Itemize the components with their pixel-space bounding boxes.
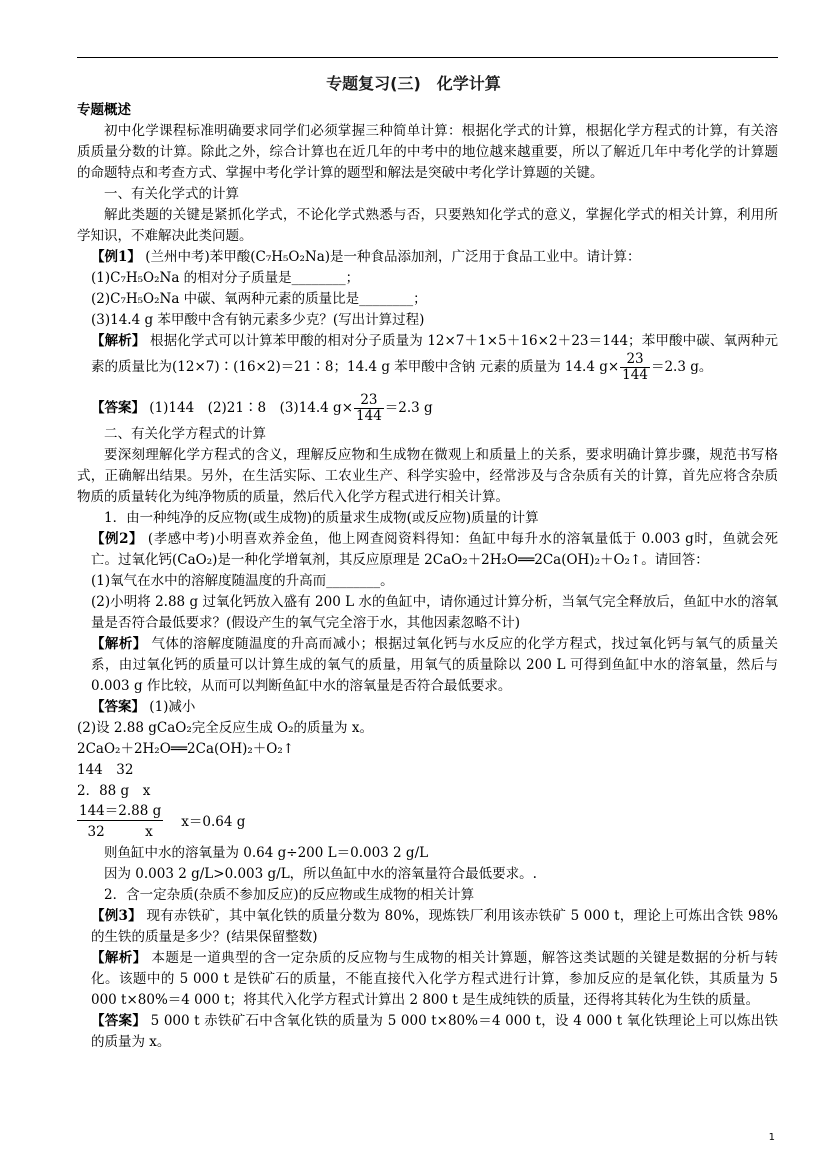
example-2-text: (孝感中考)小明喜欢养金鱼，他上网查阅资料得知：鱼缸中每升水的溶氧量低于 0.003 g时，鱼就会死亡。过氧化钙(CaO₂)是一种化学增氧剂，其反应原理是 2CaO₂＋2H₂O══2Ca(OH)₂＋O₂↑。请回答：: [91, 531, 779, 568]
proportion-top: 144＝2.88 g: [79, 803, 162, 819]
example-2: [77, 529, 778, 571]
section-2-intro: 要深刻理解化学方程式的含义，理解反应物和生成物在微观上和质量上的关系，要求明确计算步骤，规范书写格式，正确解出结果。另外，在生活实际、工农业生产、科学实验中，经常涉及与含杂质有关的计算，首先应将含杂质物质的质量转化为纯净物质的质量，然后代入化学方程式进行相关计算。: [77, 447, 778, 505]
answer-text: (1)144 (2)21∶8 (3)14.4 g×: [149, 400, 354, 416]
result-line-2: 因为 0.003 2 g/L>0.003 g/L，所以鱼缸中水的溶氧量符合最低要求。.: [104, 866, 537, 882]
proportion-row: [77, 802, 778, 843]
example-2-answer: [77, 697, 778, 718]
answer-text: (1)减小: [149, 699, 196, 715]
proportion-bottom: 32 x: [87, 824, 153, 840]
section-2-sub-1: 1．由一种纯净的反应物(或生成物)的质量求生成物(或反应物)质量的计算: [104, 510, 539, 526]
page-title: 专题复习(三) 化学计算: [326, 74, 501, 93]
example-3-label: 【例3】: [91, 908, 142, 924]
fraction-numerator: 23: [620, 352, 650, 368]
overview-heading: 专题概述: [77, 102, 131, 118]
section-2-sub-2: 2．含一定杂质(杂质不参加反应)的反应物或生成物的相关计算: [104, 887, 475, 903]
analysis-text: 根据化学式可以计算苯甲酸的相对分子质量为 12×7＋1×5＋16×2＋23＝144；苯甲酸中碳、氧两种元素的质量比为(12×7)∶(16×2)＝21∶8；14.4 g 苯甲酸中含钠 元素的质量为 14.4 g×: [91, 333, 778, 375]
analysis-label: 【解析】: [91, 636, 147, 652]
fraction: [620, 352, 650, 383]
example-2-q1: (1)氧气在水中的溶解度随温度的升高而________。: [91, 573, 394, 589]
answer-label: 【答案】: [91, 400, 145, 416]
example-1-text: (兰州中考)苯甲酸(C₇H₅O₂Na)是一种食品添加剂，广泛用于食品工业中。请计算：: [145, 249, 641, 265]
answer-label: 【答案】: [91, 699, 145, 715]
example-3-answer: [77, 1011, 778, 1053]
result-line-1: 则鱼缸中水的溶氧量为 0.64 g÷200 L＝0.003 2 g/L: [104, 845, 429, 861]
example-3: [77, 906, 778, 948]
mass-given-line: 2．88 g x: [77, 783, 151, 799]
mass-ratio-line: 144 32: [77, 762, 134, 778]
example-1-q1: (1)C₇H₅O₂Na 的相对分子质量是________；: [91, 270, 360, 286]
answer-label: 【答案】: [91, 1013, 147, 1029]
analysis-label: 【解析】: [91, 950, 147, 966]
example-2-q2: (2)小明将 2.88 g 过氧化钙放入盛有 200 L 水的鱼缸中，请你通过计算分析，当氧气完全释放后，鱼缸中水的溶氧量是否符合最低要求？(假设产生的氧气完全溶于水，其他因素忽略不计): [91, 594, 778, 631]
fraction-denominator: 144: [356, 408, 382, 424]
header-rule: [77, 57, 778, 58]
page-number: 1: [768, 1132, 775, 1143]
proportion: [77, 802, 163, 843]
analysis-text-end: ＝2.3 g。: [650, 359, 713, 375]
example-1-q2: (2)C₇H₅O₂Na 中碳、氧两种元素的质量比是________；: [91, 291, 427, 307]
section-2-heading: 二、有关化学方程式的计算: [104, 426, 266, 442]
example-1: [77, 247, 778, 268]
example-2-label: 【例2】: [91, 531, 144, 547]
fraction: [354, 393, 384, 424]
analysis-label: 【解析】: [91, 333, 146, 349]
example-3-analysis: [77, 948, 778, 1011]
fraction-numerator: 23: [354, 393, 384, 409]
analysis-text: 气体的溶解度随温度的升高而减小；根据过氧化钙与水反应的化学方程式，找过氧化钙与氧气的质量关系，由过氧化钙的质量可以计算生成的氧气的质量，用氧气的质量除以 200 L 可得到鱼缸中水的溶氧量，然后与 0.003 g 作比较，从而可以判断鱼缸中水的溶氧量是否符合最低要求。: [91, 636, 779, 694]
document-body: [77, 100, 778, 1053]
example-1-analysis: [77, 331, 778, 383]
example-1-q3: (3)14.4 g 苯甲酸中含有钠元素多少克？(写出计算过程): [91, 312, 425, 328]
overview-paragraph: 初中化学课程标准明确要求同学们必须掌握三种简单计算：根据化学式的计算，根据化学方程式的计算，有关溶质质量分数的计算。除此之外，综合计算也在近几年的中考中的地位越来越重要，所以了解近几年中考化学的计算题的命题特点和考查方式、掌握中考化学计算的题型和解法是突破中考化学计算题的关键。: [77, 123, 778, 181]
section-1-intro: 解此类题的关键是紧抓化学式，不论化学式熟悉与否，只要熟知化学式的意义，掌握化学式的相关计算，利用所学知识，不难解决此类问题。: [77, 207, 778, 244]
example-2-analysis: [77, 634, 778, 697]
chemical-equation: 2CaO₂＋2H₂O══2Ca(OH)₂＋O₂↑: [77, 741, 295, 757]
example-1-answer: [77, 393, 778, 424]
answer-text: 5 000 t 赤铁矿石中含氧化铁的质量为 5 000 t×80%＝4 000 t，设 4 000 t 氧化铁理论上可以炼出铁的质量为 x。: [91, 1013, 778, 1050]
answer-text-end: ＝2.3 g: [384, 400, 433, 416]
fraction-denominator: 144: [622, 367, 648, 383]
answer-step-2: (2)设 2.88 gCaO₂完全反应生成 O₂的质量为 x。: [77, 720, 373, 736]
example-3-text: 现有赤铁矿，其中氧化铁的质量分数为 80%，现炼铁厂利用该赤铁矿 5 000 t，理论上可炼出含铁 98%的生铁的质量是多少？(结果保留整数): [91, 908, 779, 945]
section-1-heading: 一、有关化学式的计算: [104, 186, 239, 202]
example-1-label: 【例1】: [91, 249, 141, 265]
analysis-text: 本题是一道典型的含一定杂质的反应物与生成物的相关计算题，解答这类试题的关键是数据的分析与转化。该题中的 5 000 t 是铁矿石的质量，不能直接代入化学方程式进行计算，参加反应的是氧化铁，其质量为 5 000 t×80%＝4 000 t；将其代入化学方程式计算出 2 800 t 是生成纯铁的质量，还得将其转化为生铁的质量。: [91, 950, 779, 1008]
solution-x: x＝0.64 g: [181, 814, 246, 830]
